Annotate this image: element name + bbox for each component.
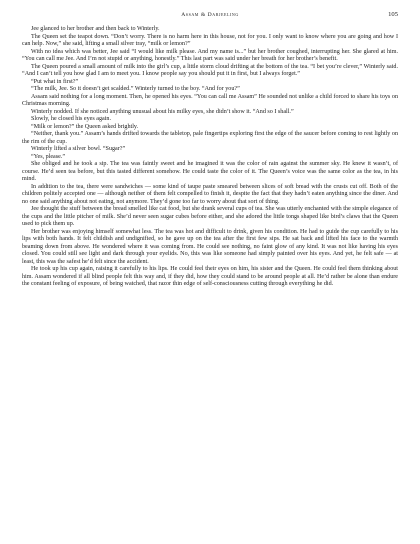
paragraph: “Put what in first?” — [31, 78, 79, 85]
paragraph: Winterly lifted a silver bowl. “Sugar?” — [31, 146, 126, 152]
paragraph: Her brother was enjoying himself somewhat less. The tea was hot and difficult to drink, given his condition. He had to guide the cup carefully to his lips with both hands. It felt childish and undignified, so he gave up on the tea after the first few sips. He sat back and lifted his face to the warmth beaming down from above. He wondered where it was coming from. He could see nothing, no faint glow of any kind. It was not like having his eyes closed. You could still see light and dark through your eyelids. No, this was like someone had simply painted over his eyes. And yet, he felt safe — at least, this was the safest he’d felt since the accident. — [22, 228, 398, 265]
paragraph: Jee thought the stuff between the bread smelled like cat food, but she drank several cups of tea. She was utterly enchanted with the simple elegance of the cups and the little pitcher of milk. She’d never seen sugar cubes before either, and she adored the little tongs shaped like bird’s claws that the Queen used to pick them up. — [22, 206, 398, 227]
paragraph: “Neither, thank you.” Assam’s hands drifted towards the tabletop, pale fingertips exploring first the edge of the saucer before coming to rest lightly on the rim of the cup. — [22, 131, 398, 145]
running-header — [22, 10, 398, 24]
paragraph: The Queen set the teapot down. “Don’t worry. There is no harm here in this house, not for you. I only want to know where you are going and how I can help. Now,” she said, lifting a small silver tray, “milk or lemon?” — [22, 33, 398, 47]
paragraph: Winterly nodded. If she noticed anything unusual about his milky eyes, she didn’t show it. “And so I shall.” — [31, 108, 294, 115]
running-title: Assam & Darjeeling — [181, 12, 239, 18]
paragraph: He took up his cup again, raising it carefully to his lips. He could feel their eyes on him, his sister and the Queen. He could feel them thinking about him. Assam wondered if all blind people felt this way and, if they did, how they could stand to be around people at all. He’d rather be alone than endure the constant feeling of exposure, of being watched, that razor thin edge of self-consciousness cutting through everything he did. — [22, 266, 398, 287]
paragraph: In addition to the tea, there were sandwiches — some kind of taupe paste smeared between slices of soft bread with the crusts cut off. Both of the children politely accepted one — although neither of them felt compelled to finish it, despite the fact that they hadn’t eaten anything since the diner. And no one said anything about not eating, not anymore. They’d gone too far to worry about that sort of thing. — [22, 183, 398, 205]
paragraph: With no idea which was better, Jee said “I would like milk please. And my name is...” but her brother coughed, interrupting her. She glared at him. “You can call me Jee. And I’m not stupid or anything, honestly.” This last part was said under her breath for her brother’s benefit. — [22, 48, 398, 62]
paragraph: She obliged and he took a sip. The tea was faintly sweet and he imagined it was the color of rain against the summer sky. He knew it wasn’t, of course. He’d seen tea before, but this tasted different somehow. He could taste the color of it. The Queen’s voice was the same color as the tea, in his mind. — [22, 161, 398, 182]
paragraph: “Yes, please.” — [31, 153, 66, 160]
paragraph: The Queen poured a small amount of milk into the girl’s cup, a little storm cloud drifting at the bottom of the tea. “I bet you’re clever,” Winterly said. “And I can’t tell you how glad I am to meet you. I know people say you should put it in first, but I always forget.” — [22, 63, 398, 77]
page-body — [22, 26, 398, 289]
paragraph: Slowly, he closed his eyes again. — [31, 116, 111, 122]
page-number: 105 — [388, 11, 398, 18]
paragraph: “The milk, Jee. So it doesn’t get scalded.” Winterly turned to the boy. “And for you?” — [31, 86, 240, 92]
paragraph: “Milk or lemon?” the Queen asked brightly. — [31, 123, 139, 130]
paragraph: Assam said nothing for a long moment. Then, he opened his eyes. “You can call me Assam” He sounded not unlike a child forced to share his toys on Christmas morning. — [22, 93, 398, 107]
paragraph: Jee glanced to her brother and then back to Winterly. — [31, 26, 160, 32]
